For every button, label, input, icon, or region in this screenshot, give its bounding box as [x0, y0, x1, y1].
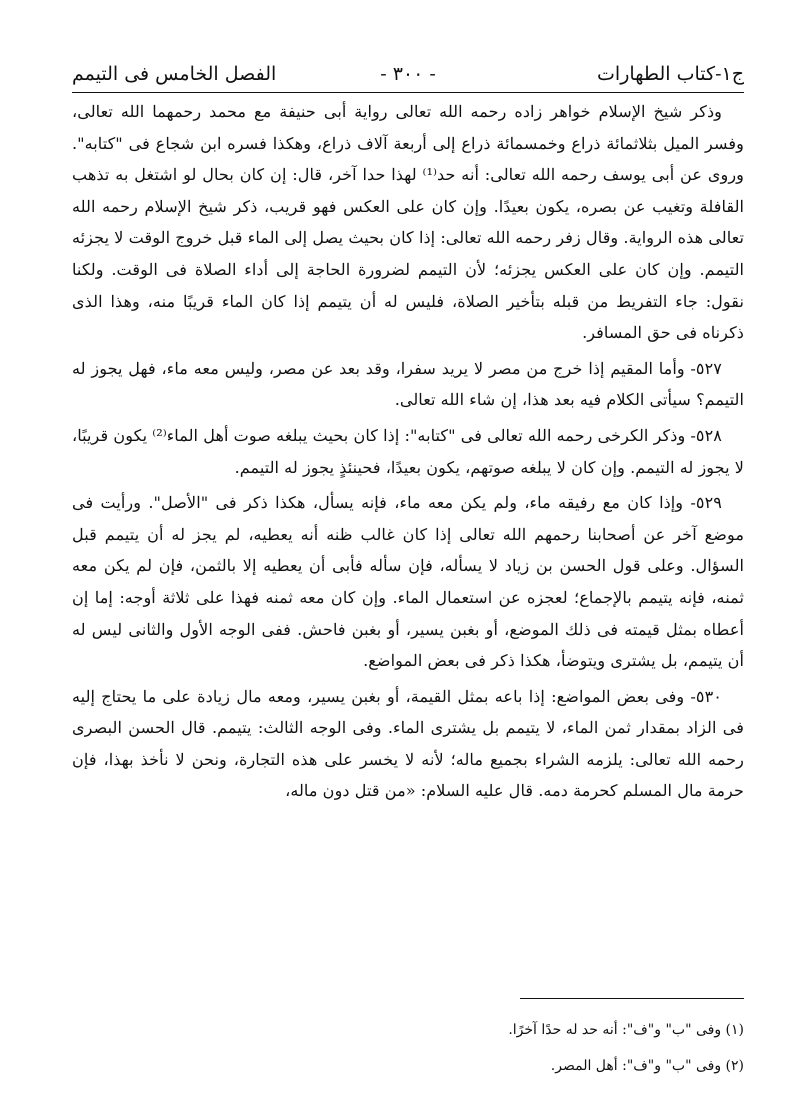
header-rule [72, 92, 744, 93]
header-chapter-title: الفصل الخامس فى التيمم [72, 63, 277, 85]
footnote-item: (٢) وفى "ب" و"ف": أهل المصر. [550, 1058, 744, 1074]
footnote-rule [520, 998, 744, 999]
paragraph: ٥٢٩- وإذا كان مع رفيقه ماء، ولم يكن معه ماء، فإنه يسأل، هكذا ذكر فى "الأصل". ورأيت فى موضع آخر عن أصحابنا رحمهم الله تعالى إذا كان غالب ظنه أنه يعطيه، لم يجز له أن يتيمم قبل السؤال. وعلى قول الحسن بن زياد لا يسأله، فإن سأله فأبى أن يعطيه إلا بالثمن، فإن لم يكن معه ثمنه، فإنه يتيمم بالإجماع؛ لعجزه عن استعمال الماء. وإن كان معه ثمنه فهذا على ثلاثة أوجه: إما إن أعطاه بمثل قيمته فى ذلك الموضع، أو بغبن يسير، أو بغبن فاحش. ففى الوجه الأول والثانى ليس له أن يتيمم، بل يشترى ويتوضأ، هكذا ذكر فى بعض المواضع. [72, 493, 744, 671]
paragraph: وذكر شيخ الإسلام خواهر زاده رحمه الله تعالى رواية أبى حنيفة مع محمد رحمهما الله تعالى، وفسر الميل بثلاثمائة ذراع وخمسمائة ذراع إلى أربعة آلاف ذراع، وهكذا فسره ابن شجاع فى "كتابه". وروى عن أبى يوسف رحمه الله تعالى: أنه حد⁽¹⁾ لهذا حدا آخر، قال: إن كان بحال لو اشتغل به تذهب القافلة وتغيب عن بصره، يكون بعيدًا. وإن كان على العكس فهو قريب، ذكر شيخ الإسلام رحمه الله تعالى هذه الرواية. وقال زفر رحمه الله تعالى: إذا كان بحيث يصل إلى الماء قبل خروج الوقت لا يجزئه التيمم. وإن كان على العكس يجزئه؛ لأن التيمم لضرورة الحاجة إلى أداء الصلاة فى الوقت. ولكنا نقول: جاء التفريط من قبله بتأخير الصلاة، فليس له أن يتيمم إذا كان الماء قريبًا منه، وهذا الذى ذكرناه فى حق المسافر. [72, 102, 744, 343]
footnote-item: (١) وفى "ب" و"ف": أنه حد له حدًا آخرًا. [508, 1022, 744, 1038]
header-book-title: ج١-كتاب الطهارات [597, 63, 744, 85]
paragraph: ٥٢٧- وأما المقيم إذا خرج من مصر لا يريد سفرا، وقد بعد عن مصر، وليس معه ماء، فهل يجوز له التيمم؟ سيأتى الكلام فيه بعد هذا، إن شاء الله تعالى. [72, 358, 744, 410]
main-text [72, 96, 744, 807]
footnotes [72, 1012, 744, 1084]
running-header [72, 58, 744, 90]
paragraph: ٥٢٨- وذكر الكرخى رحمه الله تعالى فى "كتابه": إذا كان بحيث يبلغه صوت أهل الماء⁽²⁾ يكون قريبًا، لا يجوز له التيمم. وإن كان لا يبلغه صوتهم، يكون بعيدًا، فحينئذٍ يجوز له التيمم. [72, 425, 744, 477]
header-page-number: - ٣٠٠ - [380, 63, 436, 85]
paragraph: ٥٣٠- وفى بعض المواضع: إذا باعه بمثل القيمة، أو بغبن يسير، ومعه مال زيادة على ما يحتاج إليه فى الزاد بمقدار ثمن الماء، لا يتيمم بل يشترى الماء. وفى الوجه الثالث: يتيمم. قال الحسن البصرى رحمه الله تعالى: يلزمه الشراء بجميع ماله؛ لأنه لا يخسر على هذه التجارة، ونحن لا نأخذ بهذا، فإن حرمة مال المسلم كحرمة دمه. قال عليه السلام: «من قتل دون ماله، [72, 686, 744, 801]
